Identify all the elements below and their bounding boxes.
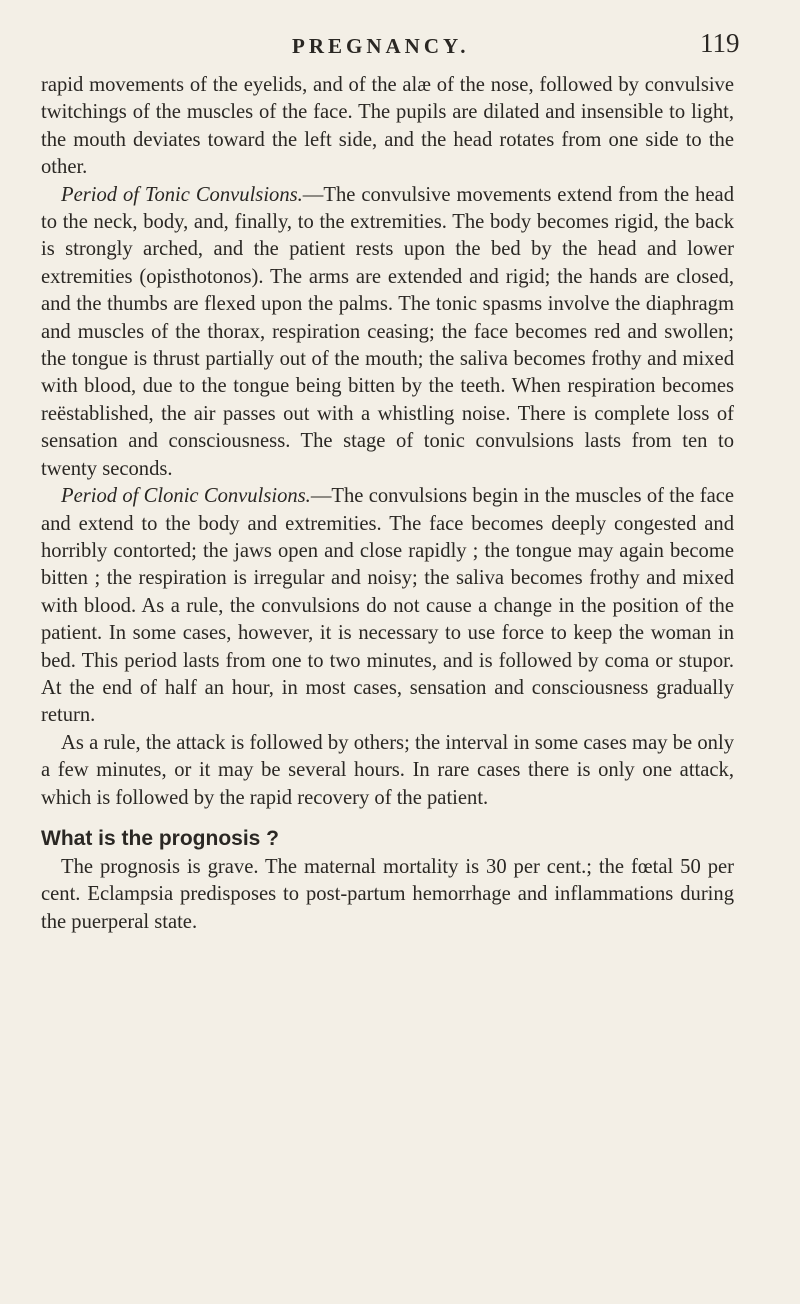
page-header bbox=[0, 26, 800, 66]
paragraph-continuation: rapid movements of the eyelids, and of the alæ of the nose, followed by convulsive twitchings of the muscles of the face. The pupils are dilated and insensible to light, the mouth deviates toward the left side, and the head rotates from one side to the other. bbox=[41, 74, 734, 179]
body-text bbox=[41, 72, 734, 936]
paragraph-attacks: As a rule, the attack is followed by others; the interval in some cases may be only a few minutes, or it may be several hours. In rare cases there is only one attack, which is followed by the rapid recovery of the patient. bbox=[41, 731, 734, 809]
page-number: 119 bbox=[700, 28, 740, 58]
paragraph-clonic-convulsions: Period of Clonic Convulsions.—The convulsions begin in the muscles of the face and extend to the body and extremities. The face becomes deeply congested and horribly contorted; the jaws open and close rapidly ; the tongue may again become bitten ; the respiration is irregular and noisy; the saliva becomes frothy and mixed with blood. As a rule, the convulsions do not cause a change in the position of the patient. In some cases, however, it is necessary to use force to keep the woman in bed. This period lasts from one to two minutes, and is followed by coma or stupor. At the end of half an hour, in most cases, sensation and consciousness gradually return. bbox=[41, 485, 734, 727]
paragraph-tonic-convulsions: Period of Tonic Convulsions.—The convulsive movements extend from the head to the neck, body, and, finally, to the extremities. The body becomes rigid, the back is strongly arched, and the patient rests upon the bed by the head and lower extremities (opisthotonos). The arms are extended and rigid; the hands are closed, and the thumbs are flexed upon the palms. The tonic spasms involve the diaphragm and muscles of the thorax, respiration ceasing; the face becomes red and swollen; the tongue is thrust partially out of the mouth; the saliva becomes frothy and mixed with blood, due to the tongue being bitten by the teeth. When respiration becomes reëstablished, the air passes out with a whistling noise. There is complete loss of sensation and consciousness. The stage of tonic convulsions lasts from ten to twenty seconds. bbox=[41, 183, 734, 480]
question-heading: What is the prognosis ? bbox=[41, 826, 280, 850]
running-head: PREGNANCY. bbox=[292, 34, 470, 58]
section-heading-tonic: Period of Tonic Convulsions. bbox=[61, 183, 303, 206]
section-heading-clonic: Period of Clonic Convulsions. bbox=[61, 485, 311, 508]
answer-paragraph: The prognosis is grave. The maternal mortality is 30 per cent.; the fœtal 50 per cent. Eclampsia predisposes to post-partum hemorrhage and inflammations during the puerperal state. bbox=[41, 855, 734, 933]
